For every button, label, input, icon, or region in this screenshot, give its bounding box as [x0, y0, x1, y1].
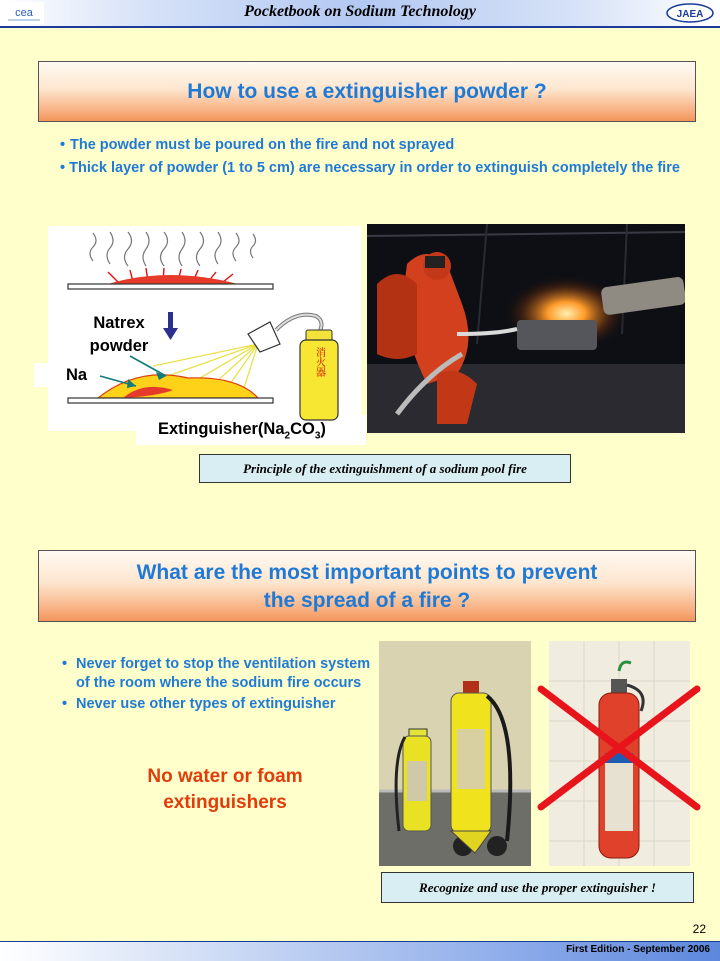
ext-sub2: 3: [314, 430, 321, 442]
page-header: [0, 0, 720, 28]
ext-sub1: 2: [284, 430, 291, 442]
bottom-tray: [68, 398, 273, 403]
edition-text: First Edition - September 2006: [566, 944, 710, 955]
section1-title: How to use a extinguisher powder ?: [187, 80, 547, 103]
powder-pointer: [130, 356, 166, 376]
section2-bullet-2: • Never use other types of extinguisher: [60, 695, 378, 714]
warning-line1: No water or foam: [147, 766, 303, 787]
no-water-warning: [100, 764, 350, 816]
arrow-down-icon: [163, 312, 178, 340]
warning-line2: extinguishers: [163, 792, 287, 813]
section1-title-box: [38, 61, 696, 122]
ext-prefix: Extinguisher(Na: [158, 420, 285, 438]
extinguisher-formula-label: [158, 420, 326, 441]
proper-extinguisher-photo: [379, 641, 531, 866]
header-title: Pocketbook on Sodium Technology: [244, 3, 476, 20]
firefighter-photo: [367, 224, 685, 433]
section2-bullet-list: [60, 655, 378, 716]
section2-bullet-1: • Never forget to stop the ventilation system of the room where the sodium fire occurs: [60, 655, 378, 693]
figure-caption-1: Principle of the extinguishment of a sodium pool fire: [199, 454, 571, 483]
ext-mid: CO: [290, 420, 315, 438]
natrex-line2: powder: [89, 337, 149, 355]
canister-text: 消火器: [313, 347, 325, 377]
burning-sodium-shape: [108, 275, 238, 284]
natrex-powder-label: [86, 312, 152, 358]
logo-right-text: JAEA: [676, 9, 704, 20]
ext-suffix: ): [320, 420, 326, 438]
page-footer: [0, 941, 720, 961]
natrex-line1: Natrex: [93, 314, 145, 332]
cross-icon: [535, 683, 703, 813]
section1-bullet-list: [60, 136, 700, 182]
page-number: 22: [692, 922, 706, 936]
smoke-icon: [90, 232, 256, 266]
section2-title-box: [38, 550, 696, 622]
extinguisher-canister-icon: [300, 330, 338, 420]
top-tray: [68, 284, 273, 289]
section2-title-line1: What are the most important points to prevent: [136, 561, 598, 584]
figure-caption-2: Recognize and use the proper extinguisher !: [381, 872, 694, 903]
section1-bullet-2: • Thick layer of powder (1 to 5 cm) are necessary in order to extinguish completely the fire: [60, 160, 680, 176]
logo-left-text: cea: [15, 7, 33, 19]
section1-bullet-1: • The powder must be poured on the fire and not sprayed: [60, 136, 700, 155]
jaea-logo: [666, 3, 714, 23]
section2-title-line2: the spread of a fire ?: [263, 589, 471, 612]
na-label: Na: [66, 366, 88, 384]
